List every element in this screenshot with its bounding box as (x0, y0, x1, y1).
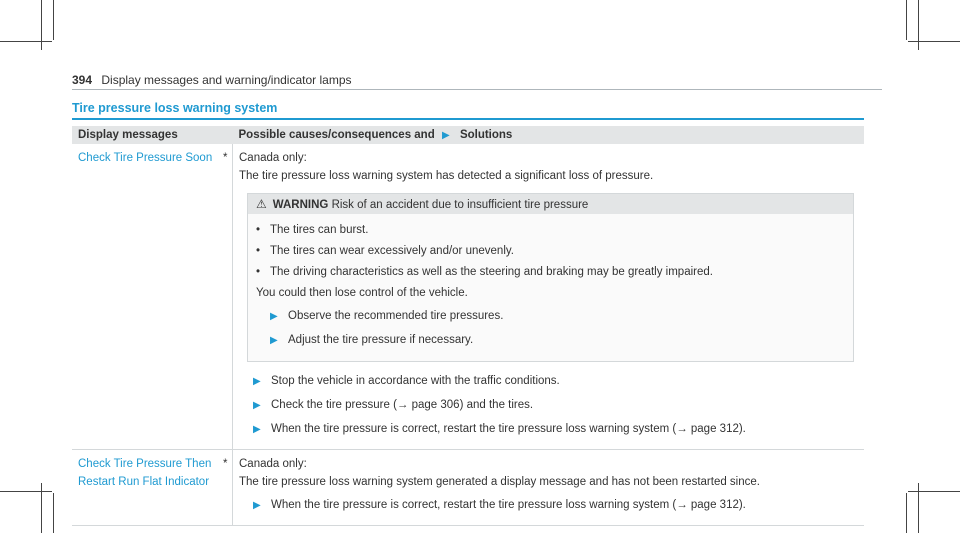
message-name (72, 450, 233, 526)
step-text: Adjust the tire pressure if necessary. (288, 334, 474, 346)
solution-step (239, 420, 860, 439)
step-text: Observe the recommended tire pressures. (288, 310, 504, 322)
crop-mark (906, 493, 907, 533)
table-header-row (72, 126, 864, 144)
cause-text: The tire pressure loss warning system has detected a significant loss of pressure. (239, 170, 654, 182)
scope-note: Canada only: (239, 458, 307, 470)
play-arrow-icon: ▶ (253, 500, 261, 511)
solution-step (239, 496, 860, 515)
warning-header (248, 194, 853, 214)
warning-label: WARNING (272, 199, 329, 211)
warning-triangle-icon: ⚠ (256, 197, 267, 211)
list-item: • The driving characteristics as well as the steering and braking may be greatly impaired. (256, 266, 713, 278)
bullet-text: The driving characteristics as well as the steering and braking may be greatly impaired. (270, 266, 713, 278)
play-arrow-icon: ▶ (253, 400, 261, 411)
warning-step (256, 307, 843, 326)
step-text: Check the tire pressure (→ page 306) and the tires. (271, 399, 534, 411)
list-item: • The tires can wear excessively and/or unevenly. (256, 245, 514, 257)
step-text: When the tire pressure is correct, restart the tire pressure loss warning system (→ page 312). (271, 499, 746, 511)
table-row (72, 450, 864, 526)
play-arrow-icon: ▶ (441, 130, 450, 141)
warning-box (247, 193, 854, 362)
column-header-solutions-label: Solutions (459, 129, 513, 141)
crop-mark (908, 491, 960, 492)
table-row (72, 144, 864, 450)
page-number: 394 (72, 73, 93, 87)
crop-mark (0, 41, 52, 42)
list-item: • The tires can burst. (256, 224, 369, 236)
solution-cell (223, 144, 865, 450)
crop-mark (53, 0, 54, 40)
play-arrow-icon: ▶ (253, 424, 261, 435)
scope-note: Canada only: (239, 152, 307, 164)
running-header (72, 73, 352, 87)
solution-step (239, 372, 860, 391)
crop-mark (53, 493, 54, 533)
warning-body (248, 214, 853, 361)
warning-step (256, 331, 843, 350)
messages-table (72, 126, 864, 526)
crop-mark (906, 0, 907, 40)
region-marker: * (223, 458, 228, 470)
solution-cell (223, 450, 865, 526)
bullet-text: The tires can burst. (270, 224, 369, 236)
step-text: Stop the vehicle in accordance with the traffic conditions. (271, 375, 560, 387)
section-divider (72, 118, 864, 120)
bullet-text: The tires can wear excessively and/or unevenly. (270, 245, 514, 257)
crop-mark (908, 41, 960, 42)
step-text: When the tire pressure is correct, restart the tire pressure loss warning system (→ page 312). (271, 423, 746, 435)
crop-mark (0, 491, 52, 492)
play-arrow-icon: ▶ (270, 335, 278, 346)
play-arrow-icon: ▶ (270, 311, 278, 322)
crop-mark (41, 0, 42, 50)
header-divider (72, 89, 882, 90)
section-title: Tire pressure loss warning system (72, 101, 278, 115)
warning-text: Risk of an accident due to insufficient tire pressure (331, 199, 589, 211)
cause-text: The tire pressure loss warning system generated a display message and has not been restarted since. (239, 476, 760, 488)
play-arrow-icon: ▶ (253, 376, 261, 387)
region-marker: * (223, 152, 228, 164)
message-name-line: Restart Run Flat Indicator (78, 476, 210, 488)
message-name-line: Check Tire Pressure Then (78, 458, 212, 470)
running-title: Display messages and warning/indicator lamps (101, 73, 352, 87)
column-header-display-messages: Display messages (72, 126, 233, 144)
solution-step (239, 396, 860, 415)
warning-note: You could then lose control of the vehicle. (256, 287, 468, 299)
crop-mark (918, 0, 919, 50)
message-name: Check Tire Pressure Soon (72, 144, 233, 450)
column-header-causes-label: Possible causes/consequences and (238, 129, 435, 141)
column-header-causes (233, 126, 865, 144)
